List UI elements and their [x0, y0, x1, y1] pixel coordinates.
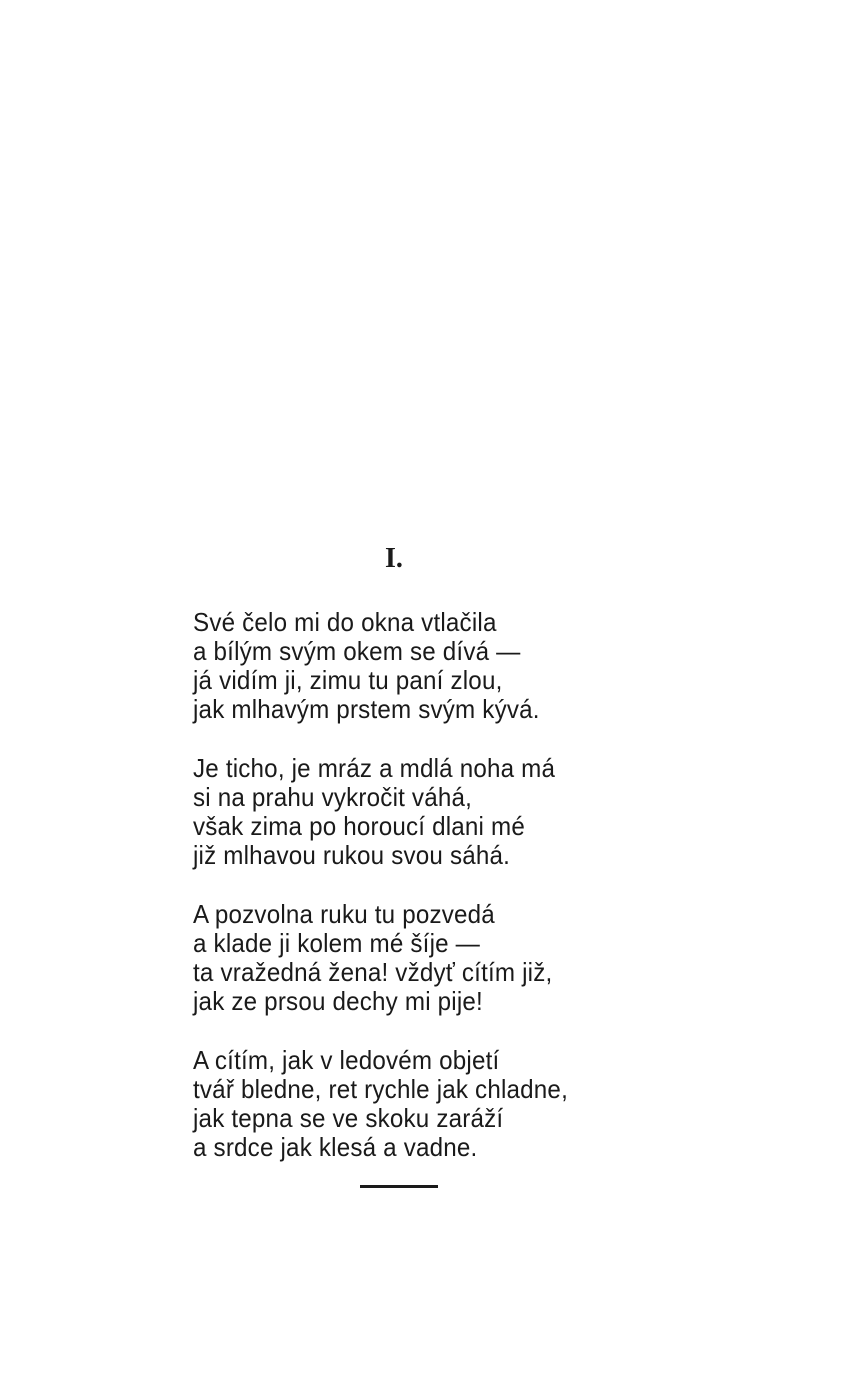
verse-line: jak tepna se ve skoku zaráží [193, 1103, 504, 1133]
stanza [193, 754, 713, 870]
stanza [193, 608, 713, 724]
verse-line: já vidím ji, zimu tu paní zlou, [193, 665, 503, 695]
verse-line: jak ze prsou dechy mi pije! [193, 986, 483, 1016]
verse-line: tvář bledne, ret rychle jak chladne, [193, 1074, 568, 1104]
verse-line: ta vražedná žena! vždyť cítím již, [193, 957, 553, 987]
verse-line: jak mlhavým prstem svým kývá. [193, 694, 540, 724]
stanza [193, 900, 713, 1016]
verse-line: Je ticho, je mráz a mdlá noha má [193, 753, 556, 783]
closing-rule [360, 1185, 438, 1188]
verse-line: si na prahu vykročit váhá, [193, 782, 473, 812]
verse-line: však zima po horoucí dlani mé [193, 811, 525, 841]
stanza [193, 1046, 713, 1162]
poem [193, 608, 713, 1192]
verse-line: A pozvolna ruku tu pozvedá [193, 899, 495, 929]
verse-line: a klade ji kolem mé šíje — [193, 928, 481, 958]
verse-line: Své čelo mi do okna vtlačila [193, 607, 497, 637]
verse-line: A cítím, jak v ledovém objetí [193, 1045, 500, 1075]
verse-line: již mlhavou rukou svou sáhá. [193, 840, 511, 870]
verse-line: a bílým svým okem se dívá — [193, 636, 521, 666]
section-heading: I. [385, 543, 403, 574]
verse-line: a srdce jak klesá a vadne. [193, 1132, 478, 1162]
